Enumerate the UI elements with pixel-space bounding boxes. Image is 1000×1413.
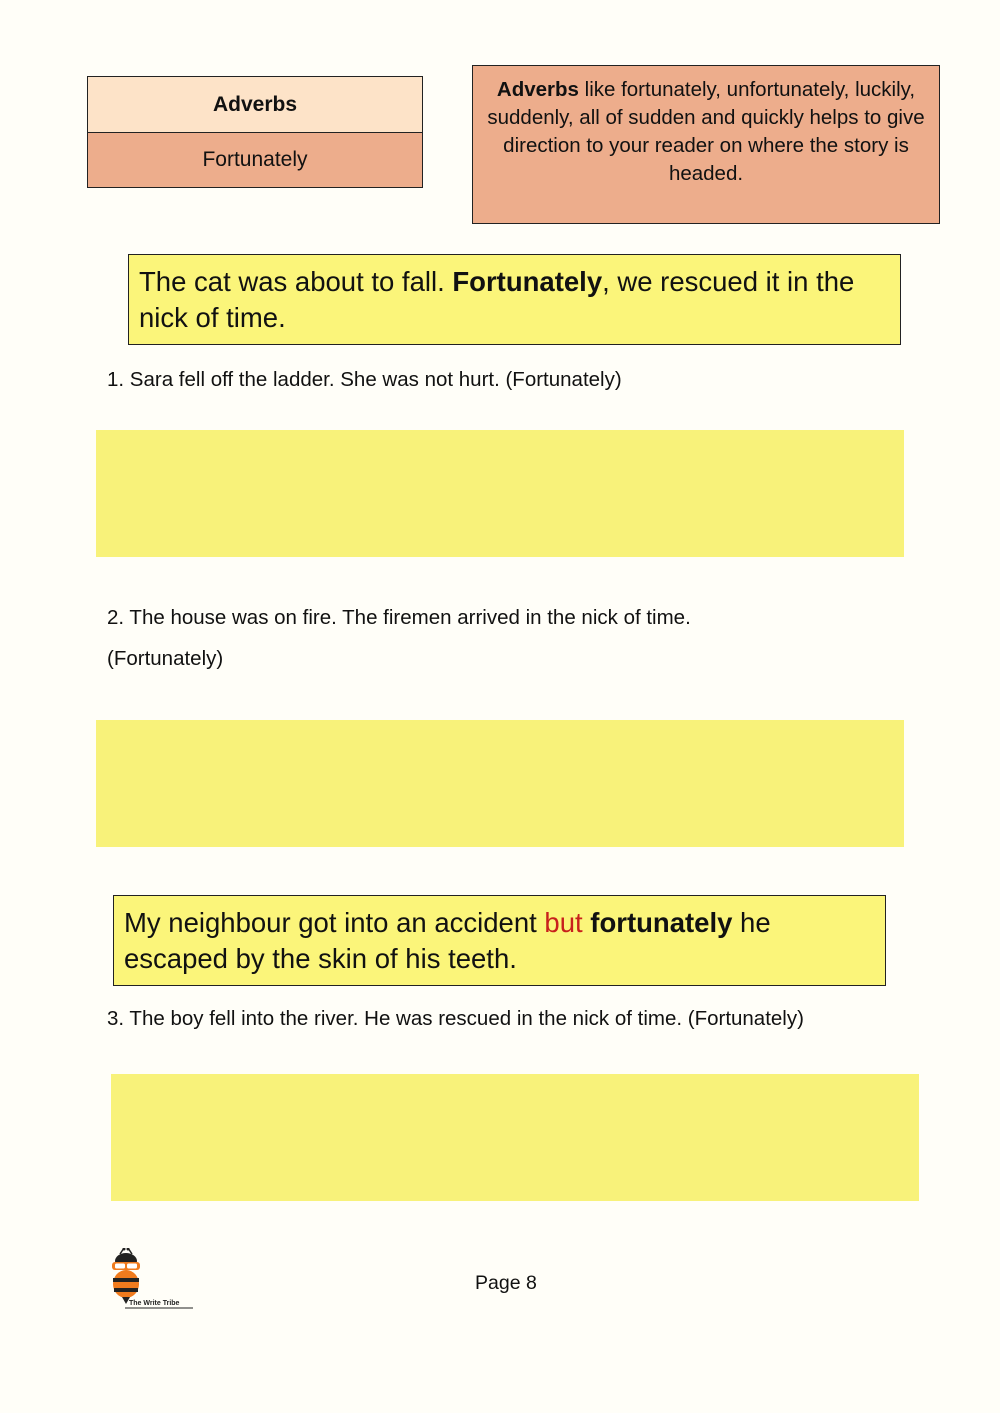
bee-logo-icon [107, 1248, 197, 1310]
example2-red-word: but [544, 907, 583, 938]
example2-after: he escaped by the skin of his teeth. [124, 907, 771, 974]
example2-bold: fortunately [590, 907, 733, 938]
page-number: Page 8 [475, 1272, 537, 1294]
example1-bold: Fortunately [452, 266, 603, 297]
answer-box-1[interactable] [96, 430, 904, 557]
info-text: like fortunately, unfortunately, luckily, suddenly, all of sudden and quickly helps to give direction to your reader on where the story is headed. [487, 78, 925, 185]
example-sentence-2 [113, 895, 886, 986]
info-bold-term: Adverbs [496, 78, 579, 101]
answer-box-2[interactable] [96, 720, 904, 847]
table-header: Adverbs [88, 77, 422, 133]
example-sentence-1 [128, 254, 901, 345]
example1-after: , we rescued it in the nick of time. [139, 266, 855, 333]
logo-text: The Write Tribe [129, 1300, 180, 1307]
question-2-hint: (Fortunately) [107, 647, 224, 670]
adverbs-table [87, 76, 423, 188]
adverbs-info-box [472, 65, 940, 224]
question-1: 1. Sara fell off the ladder. She was not hurt. (Fortunately) [107, 368, 622, 391]
question-3: 3. The boy fell into the river. He was rescued in the nick of time. (Fortunately) [107, 1007, 804, 1030]
question-2: 2. The house was on fire. The firemen arrived in the nick of time. [107, 606, 691, 629]
table-cell-fortunately: Fortunately [88, 133, 422, 187]
answer-box-3[interactable] [111, 1074, 919, 1201]
example2-before: My neighbour got into an accident [124, 907, 545, 938]
example1-before: The cat was about to fall. [139, 266, 453, 297]
